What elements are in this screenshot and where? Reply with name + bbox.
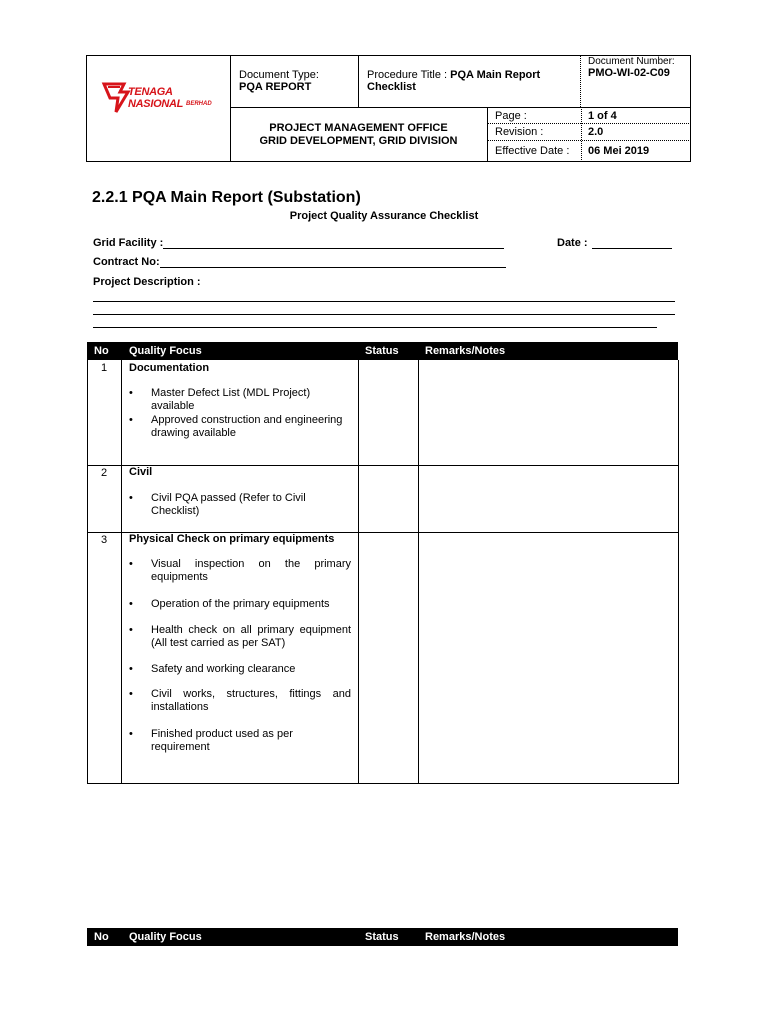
header-divider — [487, 140, 691, 141]
checklist-item — [129, 624, 351, 650]
col-status-header: Status — [365, 931, 399, 943]
project-description-line[interactable] — [93, 327, 657, 328]
header-divider — [581, 107, 582, 162]
effective-date-value: 06 Mei 2019 — [588, 145, 650, 157]
col-status-header: Status — [365, 345, 399, 357]
table-header — [87, 928, 678, 946]
checklist-item — [129, 387, 351, 413]
contract-no-field[interactable] — [160, 267, 506, 268]
remarks-cell[interactable] — [419, 533, 677, 783]
date-field[interactable] — [592, 248, 672, 249]
status-cell[interactable] — [359, 533, 417, 783]
col-no-header: No — [94, 931, 109, 943]
row-heading: Physical Check on primary equipments — [129, 533, 335, 545]
bullet-icon: • — [129, 688, 133, 700]
checklist-item-text: Civil PQA passed (Refer to Civil Checklist) — [151, 492, 306, 517]
bullet-icon: • — [129, 624, 133, 636]
revision-value: 2.0 — [588, 126, 604, 138]
checklist-item-text: Safety and working clearance — [151, 663, 296, 675]
contract-no-label: Contract No: — [93, 256, 160, 268]
table-border — [87, 783, 679, 784]
bullet-icon: • — [129, 728, 133, 740]
procedure-label: Procedure Title : — [367, 69, 451, 81]
checklist-item — [129, 414, 351, 440]
header-divider — [487, 107, 488, 162]
checklist-item-text: Master Defect List (MDL Project) available — [151, 387, 311, 412]
bullet-icon: • — [129, 598, 133, 610]
grid-facility-label: Grid Facility : — [93, 237, 164, 249]
col-remarks-header: Remarks/Notes — [425, 345, 506, 357]
grid-facility-field[interactable] — [163, 248, 504, 249]
revision-label: Revision : — [495, 126, 544, 138]
header-divider — [487, 123, 691, 124]
row-heading: Civil — [129, 466, 153, 478]
doc-number-value: PMO-WI-02-C09 — [588, 67, 670, 79]
checklist-item-text: Approved construction and engineering drawing available — [151, 414, 343, 439]
table-border — [121, 360, 122, 784]
checklist-item-text: Operation of the primary equipments — [151, 598, 330, 610]
checklist-item — [129, 598, 351, 611]
checklist-item-text: Visual inspection on the primary equipments — [151, 558, 351, 583]
bullet-icon: • — [129, 558, 133, 570]
bullet-icon: • — [129, 387, 133, 399]
page-subtitle: Project Quality Assurance Checklist — [289, 210, 479, 222]
procedure-title — [367, 69, 540, 81]
page-label: Page : — [495, 110, 527, 122]
office-line-2: GRID DEVELOPMENT, GRID DIVISION — [259, 135, 458, 147]
header-divider — [580, 55, 581, 107]
col-quality-focus-header: Quality Focus — [129, 931, 202, 943]
project-description-label: Project Description : — [93, 276, 201, 288]
procedure-value-line2: Checklist — [367, 81, 416, 93]
checklist-item — [129, 492, 351, 518]
doc-number-label: Document Number: — [588, 56, 675, 67]
checklist-item — [129, 688, 351, 714]
checklist-item — [129, 728, 351, 754]
bullet-icon: • — [129, 663, 133, 675]
doc-type-value: PQA REPORT — [239, 81, 312, 93]
page-value: 1 of 4 — [588, 110, 617, 122]
bullet-icon: • — [129, 414, 133, 426]
procedure-value: PQA Main Report — [450, 69, 541, 81]
page-title: 2.2.1 PQA Main Report (Substation) — [92, 189, 361, 206]
col-remarks-header: Remarks/Notes — [425, 931, 506, 943]
logo-text-nasional: NASIONAL — [128, 98, 184, 110]
table-border — [678, 360, 679, 784]
status-cell[interactable] — [359, 361, 417, 465]
logo-text-berhad: BERHAD — [186, 101, 212, 107]
table-border — [87, 360, 88, 784]
header-divider — [358, 55, 359, 107]
logo-text-tenaga: TENAGA — [128, 86, 173, 98]
doc-type-label: Document Type: — [239, 69, 319, 81]
row-heading: Documentation — [129, 362, 210, 374]
row-number: 2 — [100, 467, 108, 479]
col-no-header: No — [94, 345, 109, 357]
bullet-icon: • — [129, 492, 133, 504]
row-number: 3 — [100, 534, 108, 546]
project-description-line[interactable] — [93, 301, 675, 302]
row-number: 1 — [100, 362, 108, 374]
effective-date-label: Effective Date : — [495, 145, 570, 157]
checklist-item-text: Finished product used as per requirement — [151, 728, 293, 753]
date-label: Date : — [557, 237, 588, 249]
checklist-item — [129, 558, 351, 584]
status-cell[interactable] — [359, 466, 417, 532]
office-line-1: PROJECT MANAGEMENT OFFICE — [269, 122, 448, 134]
checklist-item — [129, 663, 351, 676]
header-divider — [230, 107, 691, 108]
col-quality-focus-header: Quality Focus — [129, 345, 202, 357]
checklist-item-text: Civil works, structures, fittings and installations — [151, 688, 351, 713]
remarks-cell[interactable] — [419, 466, 677, 532]
checklist-item-text: Health check on all primary equipment (All test carried as per SAT) — [151, 624, 351, 649]
project-description-line[interactable] — [93, 314, 675, 315]
tnb-logo — [98, 78, 220, 118]
remarks-cell[interactable] — [419, 361, 677, 465]
table-header — [87, 342, 678, 360]
